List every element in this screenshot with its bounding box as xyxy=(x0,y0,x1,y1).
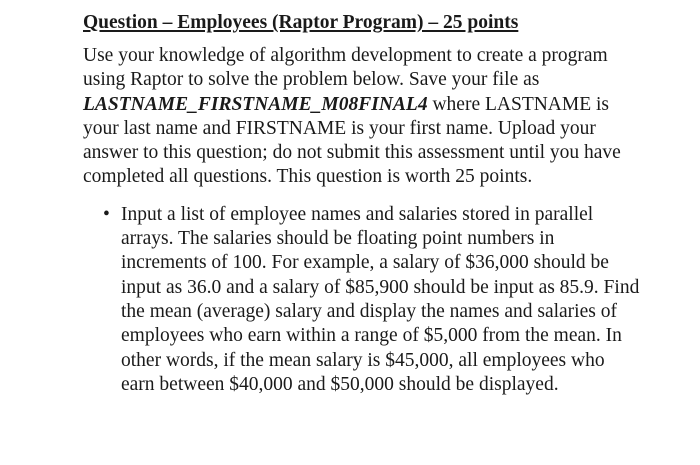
requirement-text: Input a list of employee names and salaries stored in parallel arrays. The salaries should be floating point numbers in increments of 100. For example, a salary of $36,000 should be input as 36.0 and a salary of $85,900 should be input as 85.9. Find the mean (average) salary and display the names and salaries of employees who earn within a range of $5,000 from the mean. In other words, if the mean salary is $45,000, all employees who earn between $40,000 and $50,000 should be displayed. xyxy=(121,203,640,395)
requirements-list xyxy=(83,203,643,397)
bullet-icon: • xyxy=(103,203,110,225)
question-document xyxy=(83,10,643,397)
instructions-text-before: Use your knowledge of algorithm development to create a program using Raptor to solve the problem below. Save your file as xyxy=(83,45,608,91)
list-item xyxy=(83,203,643,397)
question-instructions xyxy=(83,44,643,190)
required-filename: LASTNAME_FIRSTNAME_M08FINAL4 xyxy=(83,93,428,115)
instructions-text-after: where LASTNAME is your last name and FIRSTNAME is your first name. Upload your answer to this question; do not submit this assessment until you have completed all questions. This question is worth 25 points. xyxy=(83,93,621,188)
question-heading: Question – Employees (Raptor Program) – 25 points xyxy=(83,12,519,33)
